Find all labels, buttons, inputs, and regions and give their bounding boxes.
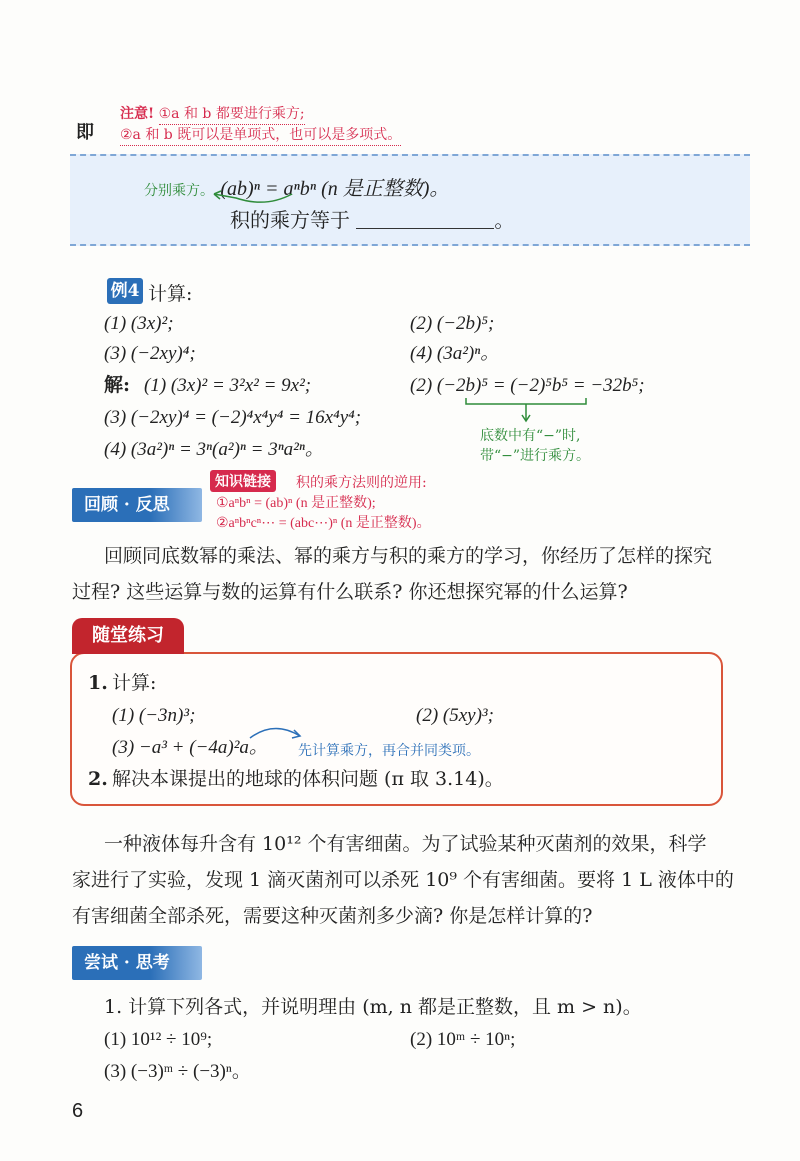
ji-label: 即	[76, 122, 94, 143]
bracket-arrow-icon	[462, 396, 592, 424]
practice-banner: 随堂练习	[72, 618, 184, 654]
attention-note	[120, 104, 401, 146]
practice-item-1-title: 计算:	[112, 672, 157, 694]
practice-item-2-num: 2.	[88, 768, 108, 790]
attention-line-2: ②a 和 b 既可以是单项式，也可以是多项式。	[120, 125, 401, 146]
practice-arrow-icon	[246, 722, 306, 742]
example-tag: 例4	[107, 278, 143, 304]
solution-3: (3) (−2xy)⁴ = (−2)⁴x⁴y⁴ = 16x⁴y⁴;	[104, 407, 362, 428]
knowledge-tag: 知识链接	[210, 470, 276, 492]
page-number: 6	[72, 1100, 84, 1122]
formula-sentence-end: 。	[494, 208, 515, 232]
try-think-intro: 1. 计算下列各式，并说明理由 (m, n 都是正整数，且 m > n)。	[104, 996, 642, 1018]
review-line-2: 过程? 这些运算与数的运算有什么联系? 你还想探究幂的什么运算?	[72, 581, 628, 603]
try-think-1: (1) 10¹² ÷ 10⁹;	[104, 1029, 213, 1050]
practice-problem-2: (2) (5xy)³;	[416, 705, 494, 726]
attention-line-1: ①a 和 b 都要进行乘方;	[159, 104, 305, 125]
knowledge-line-2: ②aⁿbⁿcⁿ⋯ = (abc⋯)ⁿ (n 是正整数)。	[216, 516, 431, 531]
solution-1: (1) (3x)² = 3²x² = 9x²;	[144, 375, 312, 396]
example-question-3: (3) (−2xy)⁴;	[104, 343, 196, 364]
practice-problem-3: (3) −a³ + (−4a)²a。	[112, 737, 268, 758]
formula-rule-line	[144, 172, 449, 201]
example-title: 计算:	[148, 283, 193, 305]
solution-2: (2) (−2b)⁵ = (−2)⁵b⁵ = −32b⁵;	[410, 375, 645, 396]
formula-note: 分别乘方。	[144, 183, 214, 199]
try-think-3: (3) (−3)ᵐ ÷ (−3)ⁿ。	[104, 1061, 251, 1082]
formula-sentence: 积的乘方等于	[230, 208, 350, 232]
example-question-4: (4) (3a²)ⁿ。	[410, 343, 500, 364]
review-banner: 回顾 · 反思	[72, 488, 202, 522]
solution-label: 解:	[104, 374, 131, 396]
green-note-line-1: 底数中有“−”时,	[480, 428, 581, 444]
example-question-1: (1) (3x)²;	[104, 313, 174, 334]
solution-4: (4) (3a²)ⁿ = 3ⁿ(a²)ⁿ = 3ⁿa²ⁿ。	[104, 439, 324, 460]
formula-sentence-line	[230, 204, 514, 233]
green-note	[480, 426, 590, 466]
knowledge-line-1: ①aⁿbⁿ = (ab)ⁿ (n 是正整数);	[216, 496, 376, 511]
practice-item-1-num: 1.	[88, 672, 108, 694]
try-think-2: (2) 10ᵐ ÷ 10ⁿ;	[410, 1029, 516, 1050]
formula-rule: (ab)ⁿ = aⁿbⁿ (n 是正整数)。	[220, 178, 450, 200]
try-think-banner: 尝试 · 思考	[72, 946, 202, 980]
bacteria-line-3: 有害细菌全部杀死，需要这种灭菌剂多少滴? 你是怎样计算的?	[72, 905, 593, 927]
green-note-line-2: 带“−”进行乘方。	[480, 448, 591, 464]
bacteria-line-1: 一种液体每升含有 10¹² 个有害细菌。为了试验某种灭菌剂的效果，科学	[104, 833, 707, 855]
review-line-1: 回顾同底数幂的乘法、幂的乘方与积的乘方的学习，你经历了怎样的探究	[104, 545, 713, 567]
attention-label: 注意!	[120, 106, 155, 122]
knowledge-title: 积的乘方法则的逆用:	[296, 475, 427, 491]
fill-in-blank	[356, 210, 494, 229]
bacteria-line-2: 家进行了实验，发现 1 滴灭菌剂可以杀死 10⁹ 个有害细菌。要将 1 L 液体中的	[72, 869, 734, 891]
practice-problem-1: (1) (−3n)³;	[112, 705, 196, 726]
practice-item-2-text: 解决本课提出的地球的体积问题 (π 取 3.14)。	[112, 768, 504, 790]
example-question-2: (2) (−2b)⁵;	[410, 313, 495, 334]
blue-note: 先计算乘方，再合并同类项。	[298, 743, 480, 759]
